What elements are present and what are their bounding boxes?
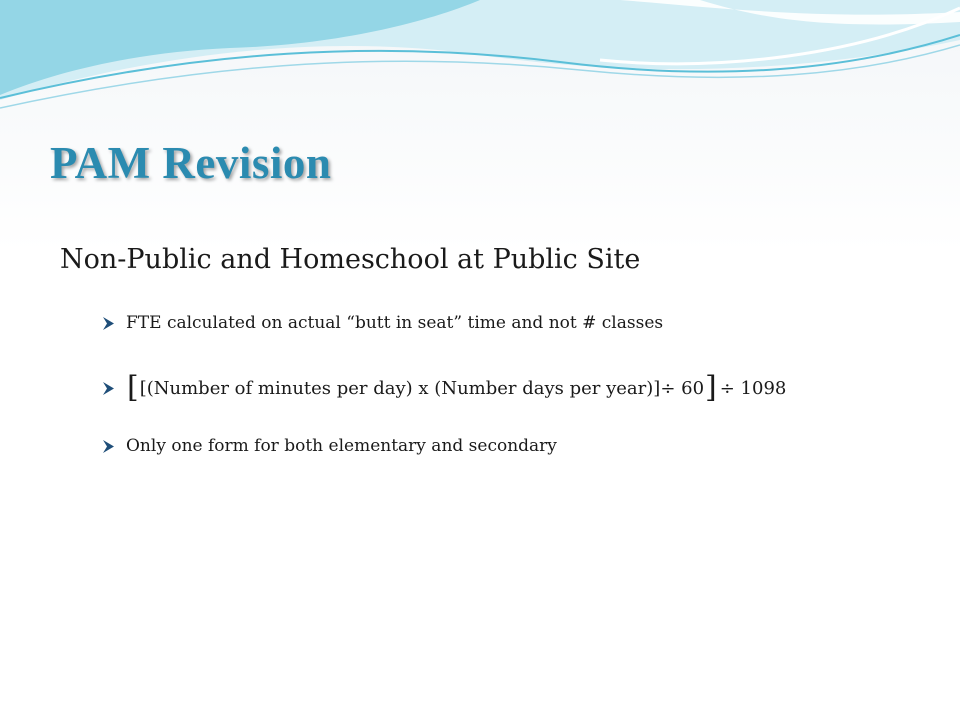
formula-body: [(Number of minutes per day) x (Number days per year)]÷ 60 — [139, 377, 705, 399]
decorative-wave-header — [0, 0, 960, 130]
slide-subtitle: Non-Public and Homeschool at Public Site — [60, 244, 641, 275]
slide-title: PAM Revision — [50, 138, 332, 188]
arrow-bullet-icon — [103, 317, 114, 330]
arrow-bullet-icon — [103, 382, 114, 395]
bullet-item-formula — [103, 370, 787, 405]
arrow-bullet-icon — [103, 440, 114, 453]
bullet-item-fte — [103, 313, 663, 333]
bullet-item-one-form — [103, 436, 557, 456]
bullet-text: Only one form for both elementary and secondary — [126, 436, 557, 456]
formula-open-bracket: [ — [127, 370, 139, 405]
bullet-text: FTE calculated on actual “butt in seat” time and not # classes — [126, 313, 664, 333]
formula-tail: ÷ 1098 — [719, 377, 787, 399]
formula-close-bracket: ] — [705, 370, 717, 405]
